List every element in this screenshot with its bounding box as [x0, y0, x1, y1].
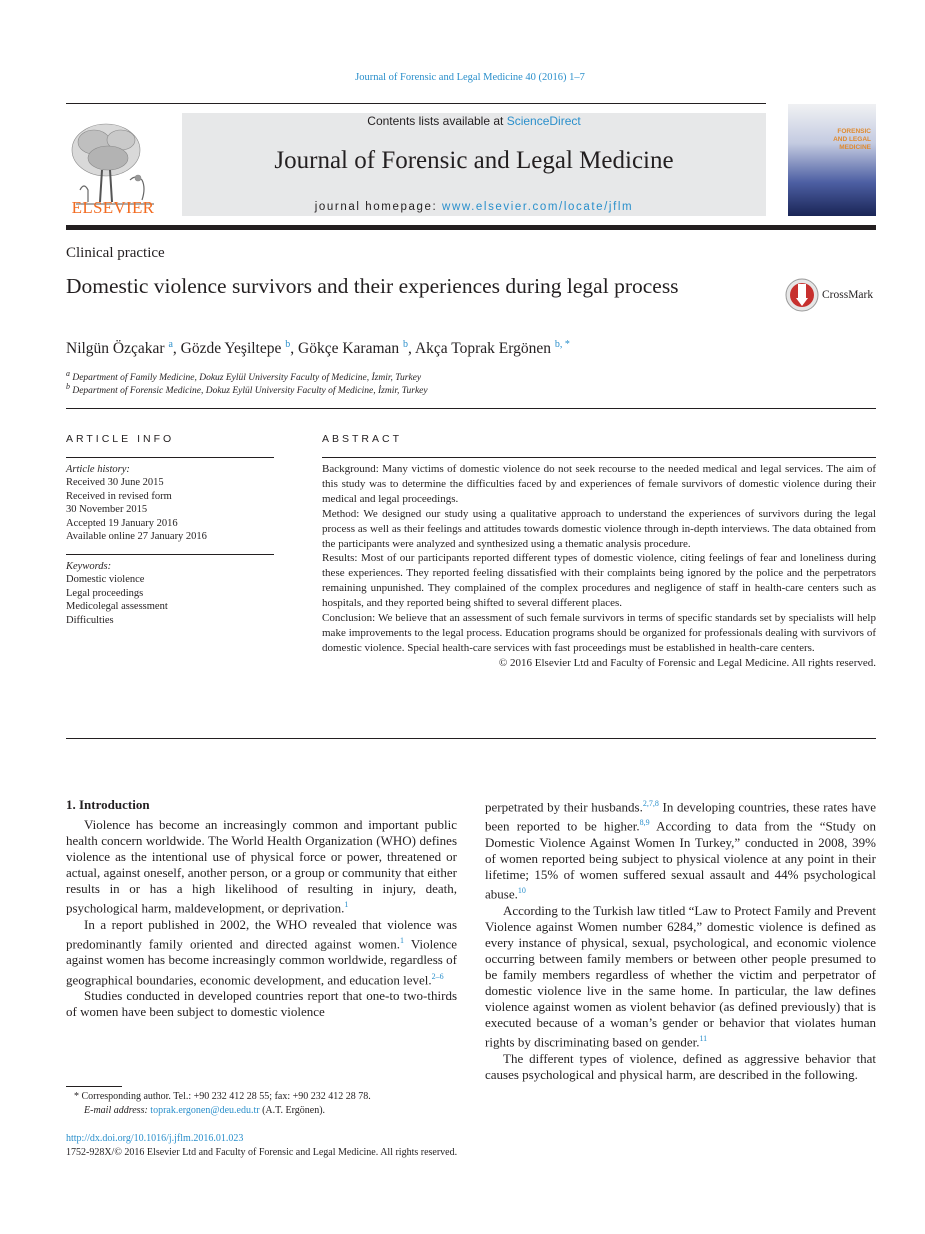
abstract-copyright: © 2016 Elsevier Ltd and Faculty of Forensic and Legal Medicine. All rights reserved.: [498, 656, 876, 669]
keyword-item: Domestic violence: [66, 574, 145, 586]
history-item: Received in revised form: [66, 490, 172, 502]
body-text: According to data from the “Study on Domestic Violence Against Women In Turkey,” conducted in 2008, 39% of women reported being subject to physical violence at any point in their lifetime; 15% of women suffered sexual assault and 44% psychological abuse.: [485, 818, 876, 902]
history-item: Available online 27 January 2016: [66, 531, 207, 543]
keywords-label: Keywords:: [66, 561, 112, 572]
affiliation: [66, 382, 428, 396]
citation-link[interactable]: 2,7,8: [642, 799, 659, 808]
author-name[interactable]: Gökçe Karaman: [298, 340, 400, 358]
body-paragraph: [66, 917, 457, 988]
affiliation-mark: b: [66, 382, 70, 391]
footnote-rule: [66, 1086, 122, 1087]
citation-link[interactable]: 1: [399, 935, 404, 945]
abstract-rule: [322, 457, 876, 458]
abstract-section: [322, 462, 876, 507]
history-item: Accepted 19 January 2016: [66, 517, 178, 529]
citation-link[interactable]: 1: [344, 900, 349, 910]
author-affiliation-mark[interactable]: b: [285, 339, 291, 350]
email-link[interactable]: toprak.ergonen@deu.edu.tr: [150, 1104, 260, 1116]
abstract-sections: [322, 462, 876, 656]
keywords-rule: [66, 554, 274, 555]
email-note: [66, 1104, 371, 1118]
crossmark-label[interactable]: CrossMark: [822, 289, 874, 301]
header-thick-rule: [66, 225, 876, 230]
abstract-section-label: Method:: [322, 507, 360, 520]
email-suffix: (A.T. Ergönen).: [259, 1104, 326, 1116]
abstract-section-text: We believe that an assessment of such female survivors in terms of specific standards set by specialists will help make improvements to the legal process. Education programs should be organized for professionals dealing with survivors of domestic violence. Special health-care services with fast proceedings must be established in health-care centers.: [322, 612, 876, 654]
body-text: Studies conducted in developed countries report that one-to two-thirds of women have been subject to domestic violence: [66, 987, 457, 1020]
journal-citation[interactable]: Journal of Forensic and Legal Medicine 40 (2016) 1–7: [355, 72, 585, 83]
article-section: Clinical practice: [66, 245, 165, 261]
keyword-item: Difficulties: [66, 614, 114, 626]
body-text: Violence against women has become increasingly common worldwide, regardless of geographical boundaries, economic development, and education level.: [66, 936, 457, 987]
history-label: Article history:: [66, 464, 130, 475]
body-text: In developing countries, these rates have been reported to be higher.: [485, 799, 876, 834]
homepage-prefix: journal homepage:: [314, 201, 443, 213]
keyword-item: Medicolegal assessment: [66, 601, 168, 613]
citation-link[interactable]: 11: [699, 1034, 708, 1044]
author-affiliation-mark[interactable]: b, *: [554, 339, 570, 350]
body-paragraph: [485, 903, 876, 1051]
abstract-section-label: Conclusion:: [322, 612, 376, 625]
abstract-heading: ABSTRACT: [322, 433, 403, 445]
abstract-section-label: Results:: [322, 552, 358, 565]
keywords: [66, 560, 276, 627]
body-text: According to the Turkish law titled “Law to Protect Family and Prevent Violence against Women number 6284,” domestic violence is defined as every instance of physical, sexual, psychological, and economic violence occurring between family members or between other people presumed to be family members regardless of whether the victim and perpetrator of domestic violence live in the same home. In particular, the law defines violence against women as violent behavior (as defined previously) that is executed because of a woman’s gender or behavior that violates human rights by discriminating based on gender.: [485, 902, 876, 1050]
body-text: The different types of violence, defined as aggressive behavior that causes psychological and physical harm, are described in the following.: [485, 1050, 876, 1082]
citation-link[interactable]: 10: [517, 886, 526, 896]
abstract-section-text: We designed our study using a qualitative approach to understand the experiences of survivors during the legal process as well as their feelings and attitudes towards domestic violence through in-depth interviews. The data obtained from the participants were analyzed and synthesized using a thematic analysis procedure.: [322, 507, 876, 550]
abstract-section-text: Many victims of domestic violence do not seek recourse to the needed medical and legal services. The aim of this study was to determine the difficulties faced by and experiences of female survivors of domestic violence during their medical and legal proceedings.: [322, 463, 877, 505]
homepage-link[interactable]: www.elsevier.com/locate/jflm: [442, 201, 634, 213]
keyword-item: Legal proceedings: [66, 587, 144, 599]
body-text: In a report published in 2002, the WHO revealed that violence was predominantly family oriented and directed against women.: [66, 916, 457, 952]
email-label: E-mail address:: [84, 1104, 151, 1116]
corresponding-author-note: * Corresponding author. Tel.: +90 232 412 28 55; fax: +90 232 412 28 78.: [74, 1091, 371, 1102]
body-text: Violence has become an increasingly common and important public health concern worldwide. The World Health Organization (WHO) defines violence as the intentional use of physical force or power, threatened or actual, against oneself, another person, or a group or community that either results in or has a high likelihood of resulting in injury, death, psychological harm, maldevelopment, or deprivation.: [66, 817, 457, 916]
abstract-body: [322, 462, 876, 671]
journal-cover-thumbnail[interactable]: [788, 104, 876, 216]
body-text: perpetrated by their husbands.: [485, 799, 643, 815]
section-heading: 1. Introduction: [66, 797, 150, 812]
article-title: Domestic violence survivors and their experiences during legal process: [66, 274, 679, 298]
body-paragraph: [66, 988, 457, 1020]
author-name[interactable]: Nilgün Özçakar: [66, 340, 165, 358]
author-affiliation-mark[interactable]: a: [168, 339, 173, 350]
contents-line: [182, 114, 766, 128]
cover-line: MEDICINE: [839, 144, 871, 151]
cover-line: AND LEGAL: [833, 136, 871, 143]
sciencedirect-link[interactable]: ScienceDirect: [506, 114, 581, 128]
cover-title: [833, 128, 871, 152]
separator-rule: [66, 738, 876, 739]
abstract-section-label: Background:: [322, 463, 379, 475]
abstract-section: [322, 551, 876, 611]
author-name[interactable]: Akça Toprak Ergönen: [414, 340, 552, 358]
abstract-section-text: Most of our participants reported different types of domestic violence, citing feelings of fear and loneliness during these experiences. They reported feeling dissatisfied with their complaints being ignored by the police and the perpetrators remaining unpunished. They complained of the complex procedures and negligence of staff in health-care centers such as hospitals, and they reported being shifted to several different places.: [322, 552, 877, 610]
article-info-heading: ARTICLE INFO: [66, 433, 175, 445]
author-list: Nilgün Özçakar $^a$, Gözde Yeşiltepe $^b$, Gökçe Karaman $^b$, Akça Toprak Ergönen $^{b, *}$: [66, 339, 570, 358]
history-item: 30 November 2015: [66, 504, 148, 516]
cover-line: FORENSIC: [837, 128, 871, 135]
article-history: [66, 463, 276, 543]
abstract-section: [322, 507, 876, 552]
affiliation-mark: a: [66, 369, 70, 378]
body-paragraph: [485, 1051, 876, 1083]
issn-line: 1752-928X/© 2016 Elsevier Ltd and Faculty of Forensic and Legal Medicine. All rights reserved.: [66, 1146, 458, 1158]
body-right-column: [485, 796, 876, 1083]
citation-link[interactable]: 8,9: [639, 818, 650, 828]
contents-prefix: Contents lists available at: [367, 114, 507, 128]
affiliation-text: Department of Family Medicine, Dokuz Eylül University Faculty of Medicine, İzmir, Turkey: [72, 373, 422, 384]
heading-spacer: [66, 801, 457, 817]
history-list: [66, 476, 276, 543]
journal-title: Journal of Forensic and Legal Medicine: [274, 147, 674, 174]
body-paragraph: [485, 796, 876, 903]
header-rule: [66, 103, 766, 104]
separator-rule: [66, 408, 876, 409]
abstract-section: [322, 611, 876, 656]
article-info-rule: [66, 457, 274, 458]
elsevier-wordmark: ELSEVIER: [71, 198, 155, 217]
homepage-line: [182, 201, 766, 213]
body-paragraph: [66, 817, 457, 917]
citation-link[interactable]: 2–6: [431, 971, 444, 981]
footnotes: [66, 1090, 371, 1117]
affiliation-text: Department of Forensic Medicine, Dokuz Eylül University Faculty of Medicine, İzmir, Turkey: [72, 386, 428, 397]
doi-link[interactable]: http://dx.doi.org/10.1016/j.jflm.2016.01.023: [66, 1133, 244, 1144]
author-name[interactable]: Gözde Yeşiltepe: [180, 340, 282, 358]
body-left-column: [66, 801, 457, 1020]
author-affiliation-mark[interactable]: b: [403, 339, 409, 350]
keyword-list: [66, 573, 276, 627]
history-item: Received 30 June 2015: [66, 477, 164, 489]
doi-block: [66, 1132, 457, 1159]
